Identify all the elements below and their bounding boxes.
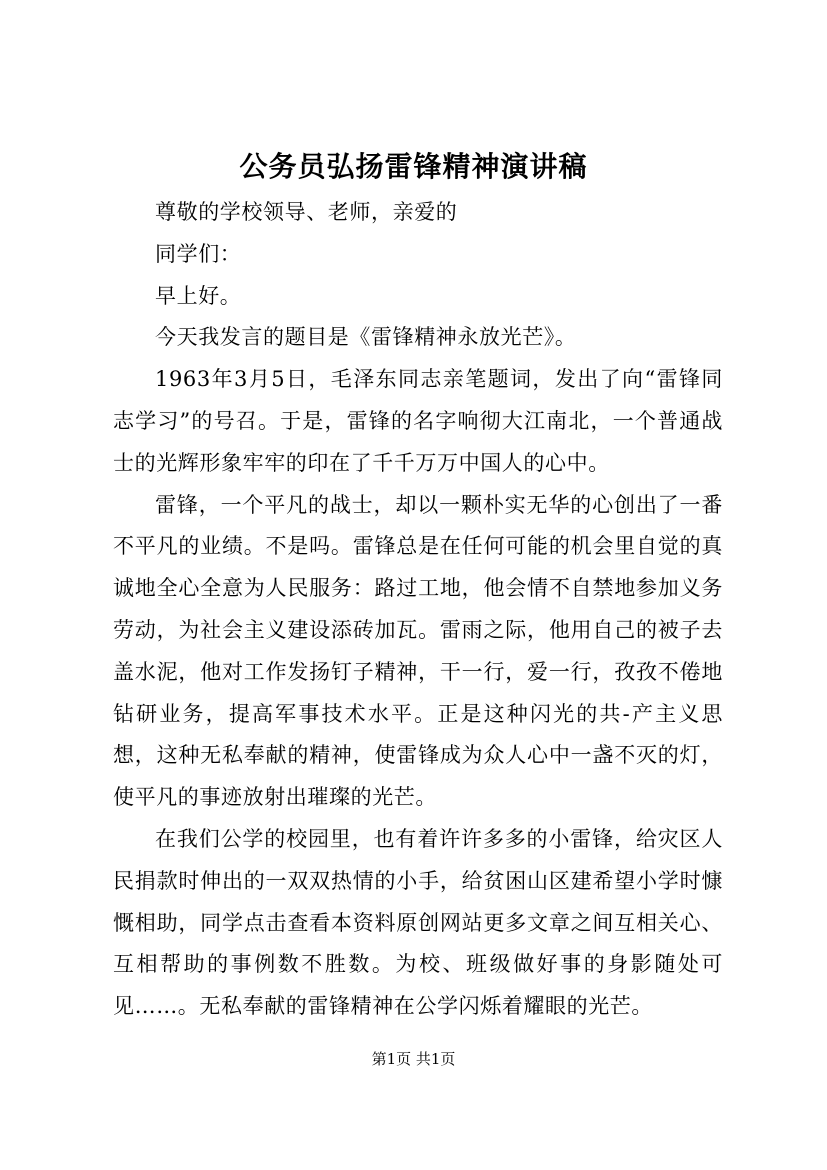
paragraph-greeting: 早上好。 (155, 283, 242, 308)
paragraph-salutation: 尊敬的学校领导、老师，亲爱的 (155, 200, 458, 224)
paragraph-leifeng-deeds: 雷锋，一个平凡的战士，却以一颗朴实无华的心创出了一番不平凡的业绩。不是吗。雷锋总是在任何可能的机会里自觉的真诚地全心全意为人民服务：路过工地，他会情不自禁地参加义务劳动，为社会主义建设添砖加瓦。雷雨之际，他用自己的被子去盖水泥，他对工作发扬钉子精神，干一行，爱一行，孜孜不倦地钻研业务，提高军事技术水平。正是这种闪光的共-产主义思想，这种无私奉献的精神，使雷锋成为众人心中一盏不灭的灯，使平凡的事迹放射出璀璨的光芒。 (113, 492, 723, 810)
page-footer: 第1页 共1页 (371, 1050, 456, 1068)
paragraph-school: 在我们公学的校园里，也有着许许多多的小雷锋，给灾区人民捐款时伸出的一双双热情的小手，给贫困山区建希望小学时慷慨相助，同学点击查看本资料原创网站更多文章之间互相关心、互相帮助的事例数不胜数。为校、班级做好事的身影随处可见……。无私奉献的雷锋精神在公学闪烁着耀眼的光芒。 (113, 826, 723, 1019)
document-body (113, 192, 723, 1028)
document-title: 公务员弘扬雷锋精神演讲稿 (239, 150, 588, 183)
paragraph-history: 1963年3月5日，毛泽东同志亲笔题词，发出了向“雷锋同志学习”的号召。于是，雷锋的名字响彻大江南北，一个普通战士的光辉形象牢牢的印在了千千万万中国人的心中。 (113, 367, 723, 475)
paragraph-topic: 今天我发言的题目是《雷锋精神永放光芒》。 (155, 325, 577, 350)
paragraph-salutation-cont: 同学们： (155, 241, 242, 266)
